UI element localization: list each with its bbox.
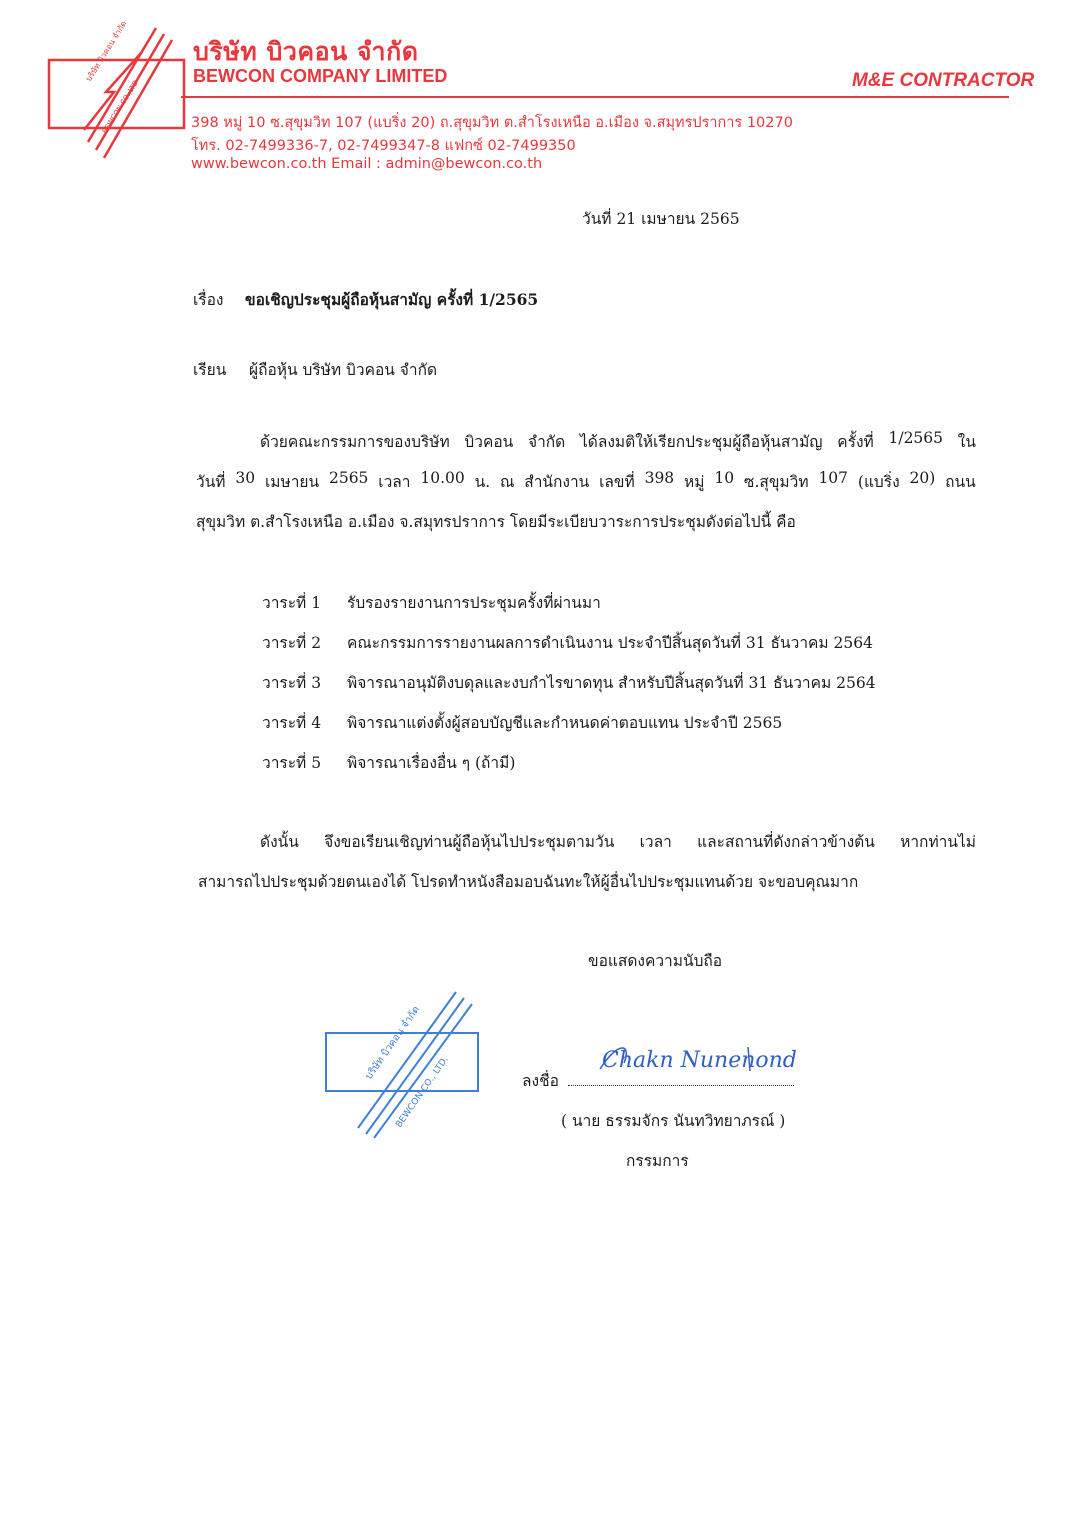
agenda-text: พิจารณาแต่งตั้งผู้สอบบัญชีและกำหนดค่าตอบแทน ประจำปี 2565 <box>347 714 783 732</box>
signature-line <box>568 1085 794 1086</box>
intro-line-2: วันที่ 30 เมษายน 2565 เวลา 10.00 น. ณ สำนักงาน เลขที่ 398 หมู่ 10 ซ.สุขุมวิท 107 (แบริ่ง 20) ถนน <box>196 469 976 491</box>
company-address: 398 หมู่ 10 ซ.สุขุมวิท 107 (แบริ่ง 20) ถ.สุขุมวิท ต.สำโรงเหนือ อ.เมือง จ.สมุทรปราการ 10270 <box>191 115 793 131</box>
svg-text:BEWCON CO., LTD.: BEWCON CO., LTD. <box>394 1054 451 1130</box>
handwritten-signature <box>598 1033 797 1085</box>
intro-line-1: ด้วยคณะกรรมการของบริษัท บิวคอน จำกัด ได้ลงมติให้เรียกประชุมผู้ถือหุ้นสามัญ ครั้งที่ 1/2565 ใน <box>260 429 976 451</box>
agenda-number: วาระที่ 5 <box>262 754 322 772</box>
company-stamp <box>318 988 486 1138</box>
agenda-text: พิจารณาเรื่องอื่น ๆ (ถ้ามี) <box>347 754 516 772</box>
letterhead-divider <box>181 96 1009 98</box>
agenda-number: วาระที่ 2 <box>262 634 322 652</box>
agenda-text: พิจารณาอนุมัติงบดุลและงบกำไรขาดทุน สำหรับปีสิ้นสุดวันที่ 31 ธันวาคม 2564 <box>347 674 876 692</box>
company-logo <box>44 19 194 162</box>
company-web-email: www.bewcon.co.th Email : admin@bewcon.co.th <box>191 156 543 172</box>
sign-label: ลงชื่อ <box>522 1072 559 1090</box>
closing-line-1: ดังนั้น จึงขอเรียนเชิญท่านผู้ถือหุ้นไปประชุมตามวัน เวลา และสถานที่ดังกล่าวข้างต้น หากท่านไม่ <box>260 833 976 851</box>
salutation-label: เรียน <box>193 361 227 379</box>
agenda-number: วาระที่ 1 <box>262 594 322 612</box>
company-name-thai: บริษัท บิวคอน จำกัด <box>193 37 419 66</box>
agenda-number: วาระที่ 4 <box>262 714 322 732</box>
agenda-text: คณะกรรมการรายงานผลการดำเนินงาน ประจำปีสิ้นสุดวันที่ 31 ธันวาคม 2564 <box>347 634 873 652</box>
company-phone: โทร. 02-7499336-7, 02-7499347-8 แฟกซ์ 02-7499350 <box>191 138 576 154</box>
svg-text:Chakn Nunenond: Chakn Nunenond <box>602 1048 797 1073</box>
subject-text: ขอเชิญประชุมผู้ถือหุ้นสามัญ ครั้งที่ 1/2565 <box>245 290 539 309</box>
signer-name: ( นาย ธรรมจักร นันทวิทยาภรณ์ ) <box>561 1112 786 1130</box>
company-name-english: BEWCON COMPANY LIMITED <box>193 66 448 86</box>
svg-text:บริษัท บิวคอน จำกัด: บริษัท บิวคอน จำกัด <box>84 19 129 84</box>
svg-text:บริษัท บิวคอน จำกัด: บริษัท บิวคอน จำกัด <box>363 1004 423 1082</box>
company-tagline: M&E CONTRACTOR <box>852 70 1035 91</box>
subject-label: เรื่อง <box>193 291 224 309</box>
salutation-text: ผู้ถือหุ้น บริษัท บิวคอน จำกัด <box>249 361 438 379</box>
svg-text:BEWCON CO.,LTD: BEWCON CO.,LTD <box>100 78 141 136</box>
intro-line-3: สุขุมวิท ต.สำโรงเหนือ อ.เมือง จ.สมุทรปราการ โดยมีระเบียบวาระการประชุมดังต่อไปนี้ คือ <box>196 513 796 531</box>
agenda-text: รับรองรายงานการประชุมครั้งที่ผ่านมา <box>347 594 601 612</box>
closing-line-2: สามารถไปประชุมด้วยตนเองได้ โปรดทำหนังสือมอบฉันทะให้ผู้อื่นไปประชุมแทนด้วย จะขอบคุณมาก <box>198 873 859 891</box>
signer-title: กรรมการ <box>626 1152 689 1170</box>
letter-date: วันที่ 21 เมษายน 2565 <box>582 210 740 228</box>
agenda-number: วาระที่ 3 <box>262 674 322 692</box>
closing-regards: ขอแสดงความนับถือ <box>588 952 723 970</box>
